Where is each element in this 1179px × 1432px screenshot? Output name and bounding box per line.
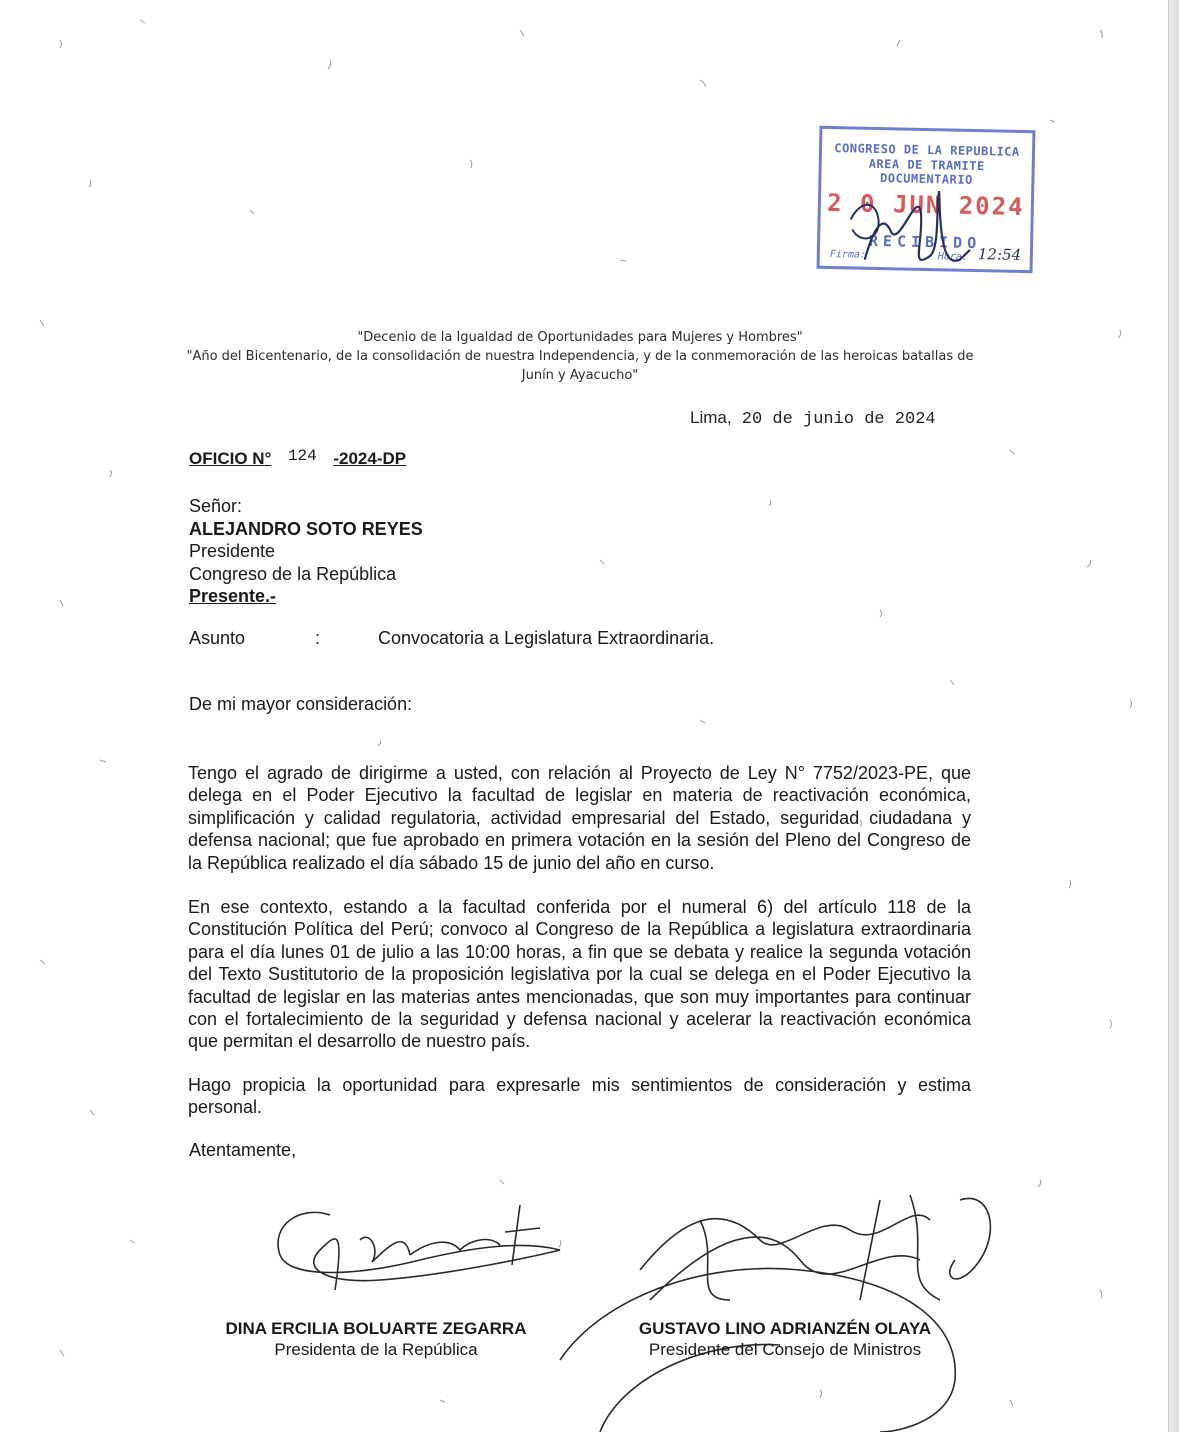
date-city: Lima, — [690, 408, 732, 427]
signatory-name: GUSTAVO LINO ADRIANZÉN OLAYA — [638, 1319, 932, 1338]
signatory-role: Presidente del Consejo de Ministros — [648, 1340, 922, 1359]
signature-left — [278, 1205, 560, 1290]
stamp-hora-label: Hora: — [937, 251, 969, 263]
body-paragraph-2: En ese contexto, estando a la facultad conferida por el numeral 6) del artículo 118 de la Constitución Política del Perú; convoco al Congreso de la República a legislatura extraordinaria para el día lunes 01 de julio a las 10:00 horas, a fin que se debata y realice la segunda votación del Texto Sustitutorio de la proposición legislativa por la cual se delega en el Poder Ejecutivo la facultad de legislar en las materias antes mencionadas, que son muy importantes para continuar con el fortalecimiento de la seguridad y defensa nacional y acelerar la reactivación económica que permitan el desarrollo de nuestro país. — [188, 897, 971, 1052]
subject-value: Convocatoria a Legislatura Extraordinaria. — [378, 628, 715, 648]
stamp-signature — [819, 129, 1038, 276]
body-paragraph-3: Hago propicia la oportunidad para expresarle mis sentimientos de consideración y estima personal. — [188, 1075, 971, 1118]
signature-right — [560, 1195, 990, 1432]
stamp-received: RECIBIDO — [868, 231, 982, 253]
motto-year: "Año del Bicentenario, de la consolidación de nuestra Independencia, y de la conmemoración de las heroicas batallas de — [186, 349, 974, 364]
signature-block-pcm — [605, 1318, 965, 1360]
body-paragraph-1: Tengo el agrado de dirigirme a usted, con relación al Proyecto de Ley N° 7752/2023-PE, que delega en el Poder Ejecutivo la facultad de legislar en materia de reactivación económica, simplificación y calidad regulatoria, actividad empresarial del Estado, seguridad ciudadana y defensa nacional; que fue aprobado en primera votación en la sesión del Pleno del Congreso de la República realizado el día sábado 15 de junio del año en curso. — [188, 763, 971, 873]
addressee-name: ALEJANDRO SOTO REYES — [189, 518, 423, 539]
signature-block-president — [196, 1318, 556, 1360]
page-edge — [1168, 0, 1179, 1432]
stamp-area: AREA DE TRAMITE DOCUMENTARIO — [868, 156, 985, 187]
stamp-hora-value: 12:54 — [977, 245, 1022, 265]
oficio-prefix: OFICIO N° — [189, 449, 272, 468]
oficio-reference — [189, 449, 406, 469]
reception-stamp — [817, 126, 1036, 273]
addressee-presente: Presente.- — [189, 586, 277, 606]
date-text: 20 de junio de 2024 — [741, 410, 936, 429]
stamp-firma-label: Firma: — [829, 248, 867, 261]
addressee-block — [189, 495, 423, 608]
letter-date — [690, 408, 936, 429]
stamp-date: 2 0 JUN 2024 — [826, 188, 1025, 222]
stamp-institution: CONGRESO DE LA REPUBLICA — [834, 141, 1020, 159]
signatory-name: DINA ERCILIA BOLUARTE ZEGARRA — [225, 1319, 527, 1338]
addressee-institution: Congreso de la República — [189, 563, 397, 584]
signatory-role: Presidenta de la República — [274, 1340, 478, 1359]
greeting: De mi mayor consideración: — [189, 694, 413, 714]
addressee-salutation: Señor: — [189, 496, 243, 516]
motto-decade: "Decenio de la Igualdad de Oportunidades para Mujeres y Hombres" — [357, 330, 803, 345]
oficio-suffix: -2024-DP — [333, 449, 407, 468]
official-mottos — [180, 328, 980, 385]
closing: Atentamente, — [189, 1140, 297, 1160]
oficio-number: 124 — [287, 447, 317, 465]
subject-colon: : — [315, 628, 321, 648]
motto-year-cont: Junín y Ayacucho" — [521, 368, 639, 383]
subject-label: Asunto — [189, 628, 246, 648]
addressee-title: Presidente — [189, 541, 276, 561]
